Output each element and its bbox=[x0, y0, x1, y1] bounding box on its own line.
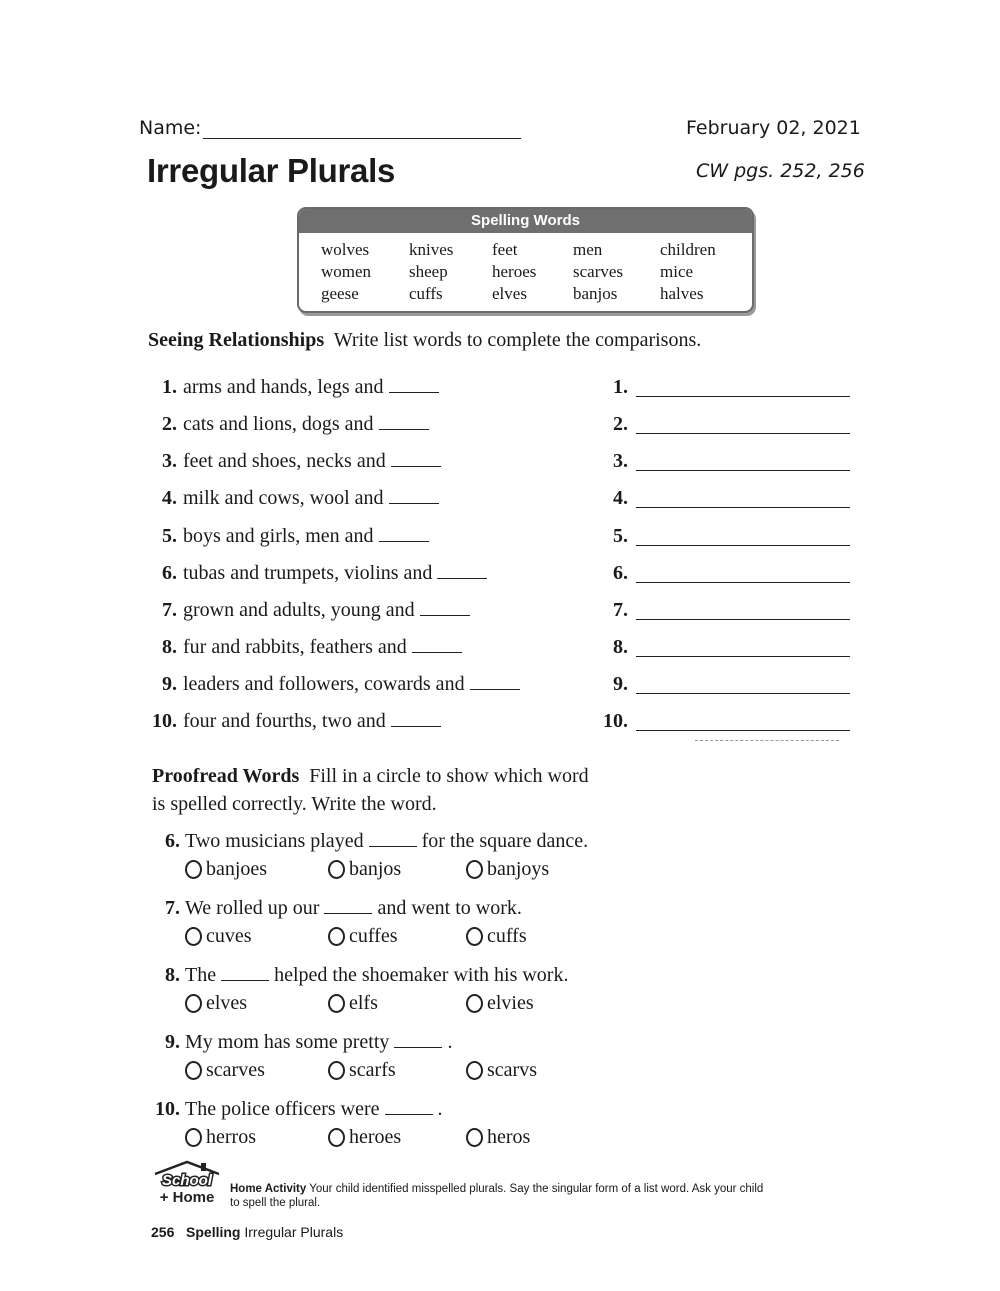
spelling-word: halves bbox=[660, 284, 704, 303]
question-text bbox=[183, 673, 520, 696]
proofread-question-number: 9. bbox=[165, 1031, 180, 1053]
page-footer bbox=[151, 1224, 343, 1240]
question-prompt: milk and cows, wool and bbox=[183, 487, 384, 509]
question-text bbox=[183, 487, 439, 510]
question-prompt: leaders and followers, cowards and bbox=[183, 673, 465, 695]
radio-circle-icon[interactable] bbox=[328, 1061, 345, 1080]
answer-option[interactable] bbox=[185, 1126, 256, 1149]
question-number: 1. bbox=[162, 376, 177, 398]
answer-number: 3. bbox=[613, 450, 628, 472]
sentence-start: Two musicians played bbox=[185, 830, 364, 852]
answer-option[interactable] bbox=[328, 992, 378, 1015]
sentence-start: My mom has some pretty bbox=[185, 1031, 390, 1053]
inline-blank bbox=[379, 415, 429, 430]
answer-option[interactable] bbox=[185, 925, 252, 948]
question-number: 5. bbox=[162, 525, 177, 547]
answer-option[interactable] bbox=[185, 992, 247, 1015]
home-activity-label: Home Activity bbox=[230, 1183, 307, 1195]
inline-blank bbox=[412, 638, 462, 653]
home-activity-note bbox=[230, 1182, 770, 1210]
logo-text-home: + Home bbox=[159, 1189, 215, 1206]
answer-option[interactable] bbox=[185, 1059, 265, 1082]
sentence-end: helped the shoemaker with his work. bbox=[274, 964, 569, 986]
answer-option[interactable] bbox=[466, 992, 534, 1015]
answer-option[interactable] bbox=[328, 858, 401, 881]
question-prompt: arms and hands, legs and bbox=[183, 376, 384, 398]
option-label: cuffes bbox=[349, 925, 398, 947]
inline-blank bbox=[379, 527, 429, 542]
option-label: scarfs bbox=[349, 1059, 396, 1081]
answer-number: 7. bbox=[613, 599, 628, 621]
inline-blank bbox=[389, 489, 439, 504]
option-label: heroes bbox=[349, 1126, 402, 1148]
question-prompt: cats and lions, dogs and bbox=[183, 413, 374, 435]
question-text bbox=[183, 450, 441, 473]
inline-blank bbox=[391, 712, 441, 727]
spelling-word: heroes bbox=[492, 262, 537, 281]
option-label: elfs bbox=[349, 992, 378, 1014]
inline-blank bbox=[221, 966, 269, 981]
footer-section: Spelling bbox=[186, 1224, 241, 1240]
sentence-start: The bbox=[185, 964, 217, 986]
question-text bbox=[183, 710, 441, 733]
question-number: 6. bbox=[162, 562, 177, 584]
option-label: banjos bbox=[349, 858, 402, 880]
question-prompt: grown and adults, young and bbox=[183, 599, 415, 621]
question-prompt: fur and rabbits, feathers and bbox=[183, 636, 407, 658]
spelling-word: feet bbox=[492, 240, 518, 259]
option-label: elvies bbox=[487, 992, 534, 1014]
sentence-end: and went to work. bbox=[377, 897, 522, 919]
option-label: elves bbox=[206, 992, 248, 1014]
radio-circle-icon[interactable] bbox=[466, 1128, 483, 1147]
inline-blank bbox=[369, 832, 417, 847]
date: February 02, 2021 bbox=[686, 117, 861, 139]
decorative-dashes bbox=[695, 738, 839, 741]
option-label: banjoes bbox=[206, 858, 268, 880]
spelling-word: men bbox=[573, 240, 603, 259]
school-home-logo bbox=[151, 1160, 223, 1206]
inline-blank bbox=[391, 452, 441, 467]
inline-blank bbox=[385, 1100, 433, 1115]
question-text bbox=[183, 376, 439, 399]
spelling-word: knives bbox=[409, 240, 454, 259]
option-label: cuves bbox=[206, 925, 252, 947]
question-prompt: boys and girls, men and bbox=[183, 525, 374, 547]
answer-line[interactable] bbox=[636, 433, 850, 434]
question-prompt: tubas and trumpets, violins and bbox=[183, 562, 433, 584]
radio-circle-icon[interactable] bbox=[185, 1061, 202, 1080]
spelling-word: wolves bbox=[321, 240, 370, 259]
answer-line[interactable] bbox=[636, 545, 850, 546]
inline-blank bbox=[389, 378, 439, 393]
spelling-words-box bbox=[297, 207, 754, 313]
question-number: 9. bbox=[162, 673, 177, 695]
radio-circle-icon[interactable] bbox=[185, 1128, 202, 1147]
answer-number: 10. bbox=[603, 710, 628, 732]
question-text bbox=[183, 413, 429, 436]
radio-circle-icon[interactable] bbox=[328, 927, 345, 946]
spelling-word: banjos bbox=[573, 284, 618, 303]
answer-option[interactable] bbox=[466, 925, 527, 948]
answer-option[interactable] bbox=[466, 858, 549, 881]
section-instruction: Write list words to complete the comparisons. bbox=[333, 329, 702, 351]
answer-option[interactable] bbox=[185, 858, 267, 881]
spelling-word: mice bbox=[660, 262, 694, 281]
answer-number: 5. bbox=[613, 525, 628, 547]
answer-number: 4. bbox=[613, 487, 628, 509]
radio-circle-icon[interactable] bbox=[185, 860, 202, 879]
sentence-start: The police officers were bbox=[185, 1098, 380, 1120]
spelling-word: sheep bbox=[409, 262, 448, 281]
question-number: 3. bbox=[162, 450, 177, 472]
spelling-words-heading: Spelling Words bbox=[299, 209, 752, 233]
answer-line[interactable] bbox=[636, 470, 850, 471]
answer-option[interactable] bbox=[328, 1126, 401, 1149]
answer-number: 2. bbox=[613, 413, 628, 435]
proofread-question-number: 6. bbox=[165, 830, 180, 852]
answer-line[interactable] bbox=[636, 656, 850, 657]
answer-option[interactable] bbox=[466, 1059, 537, 1082]
answer-line[interactable] bbox=[636, 396, 850, 397]
answer-line[interactable] bbox=[636, 582, 850, 583]
answer-option[interactable] bbox=[466, 1126, 530, 1149]
page-title: Irregular Plurals bbox=[147, 152, 396, 189]
radio-circle-icon[interactable] bbox=[466, 994, 483, 1013]
proofread-sentence bbox=[185, 830, 588, 853]
radio-circle-icon[interactable] bbox=[328, 1128, 345, 1147]
option-label: herros bbox=[206, 1126, 256, 1148]
section-title: Seeing Relationships bbox=[148, 329, 325, 351]
answer-line[interactable] bbox=[636, 507, 850, 508]
section-title: Proofread Words bbox=[152, 765, 300, 787]
option-label: scarvs bbox=[487, 1059, 537, 1081]
page-number: 256 bbox=[151, 1224, 175, 1240]
option-label: cuffs bbox=[487, 925, 527, 947]
question-text bbox=[183, 599, 470, 622]
spelling-word: scarves bbox=[573, 262, 624, 281]
name-field-line[interactable] bbox=[203, 138, 521, 139]
answer-number: 1. bbox=[613, 376, 628, 398]
proofread-sentence bbox=[185, 1098, 443, 1121]
sentence-end: for the square dance. bbox=[421, 830, 589, 852]
spelling-word: children bbox=[660, 240, 716, 259]
answer-option[interactable] bbox=[328, 1059, 396, 1082]
radio-circle-icon[interactable] bbox=[328, 860, 345, 879]
option-label: scarves bbox=[206, 1059, 265, 1081]
proofread-instruction-cont: is spelled correctly. Write the word. bbox=[152, 793, 437, 815]
logo-text-school: School bbox=[161, 1172, 213, 1189]
question-prompt: feet and shoes, necks and bbox=[183, 450, 386, 472]
proofread-question-number: 10. bbox=[155, 1098, 180, 1120]
radio-circle-icon[interactable] bbox=[466, 860, 483, 879]
proofread-sentence bbox=[185, 897, 522, 920]
inline-blank bbox=[420, 601, 470, 616]
home-activity-text: Your child identified misspelled plurals. Say the singular form of a list word. Ask your child to spell the plural. bbox=[230, 1183, 764, 1209]
answer-number: 9. bbox=[613, 673, 628, 695]
radio-circle-icon[interactable] bbox=[328, 994, 345, 1013]
footer-topic: Irregular Plurals bbox=[244, 1224, 344, 1240]
spelling-word: elves bbox=[492, 284, 527, 303]
option-label: banjoys bbox=[487, 858, 550, 880]
radio-circle-icon[interactable] bbox=[466, 1061, 483, 1080]
question-number: 8. bbox=[162, 636, 177, 658]
answer-line[interactable] bbox=[636, 619, 850, 620]
sentence-end: . bbox=[447, 1031, 453, 1053]
radio-circle-icon[interactable] bbox=[466, 927, 483, 946]
radio-circle-icon[interactable] bbox=[185, 927, 202, 946]
answer-number: 6. bbox=[613, 562, 628, 584]
section-instruction: Fill in a circle to show which word bbox=[309, 765, 589, 787]
name-label: Name: bbox=[139, 117, 202, 139]
question-text bbox=[183, 525, 429, 548]
option-label: heros bbox=[487, 1126, 531, 1148]
inline-blank bbox=[470, 675, 520, 690]
sentence-start: We rolled up our bbox=[185, 897, 320, 919]
proofread-sentence bbox=[185, 1031, 452, 1054]
question-text bbox=[183, 636, 462, 659]
spelling-word: geese bbox=[321, 284, 359, 303]
proofread-question-number: 7. bbox=[165, 897, 180, 919]
answer-option[interactable] bbox=[328, 925, 398, 948]
question-text bbox=[183, 562, 487, 585]
seeing-relationships-heading bbox=[148, 329, 701, 352]
inline-blank bbox=[437, 564, 487, 579]
question-number: 10. bbox=[152, 710, 177, 732]
question-number: 7. bbox=[162, 599, 177, 621]
proofread-sentence bbox=[185, 964, 568, 987]
question-prompt: four and fourths, two and bbox=[183, 710, 386, 732]
sentence-end: . bbox=[437, 1098, 443, 1120]
inline-blank bbox=[324, 899, 372, 914]
answer-line[interactable] bbox=[636, 693, 850, 694]
proofread-question-number: 8. bbox=[165, 964, 180, 986]
radio-circle-icon[interactable] bbox=[185, 994, 202, 1013]
proofread-heading bbox=[152, 765, 589, 788]
page-reference: CW pgs. 252, 256 bbox=[696, 160, 865, 182]
answer-number: 8. bbox=[613, 636, 628, 658]
answer-line[interactable] bbox=[636, 730, 850, 731]
inline-blank bbox=[394, 1033, 442, 1048]
spelling-word: cuffs bbox=[409, 284, 443, 303]
question-number: 4. bbox=[162, 487, 177, 509]
question-number: 2. bbox=[162, 413, 177, 435]
spelling-word: women bbox=[321, 262, 372, 281]
